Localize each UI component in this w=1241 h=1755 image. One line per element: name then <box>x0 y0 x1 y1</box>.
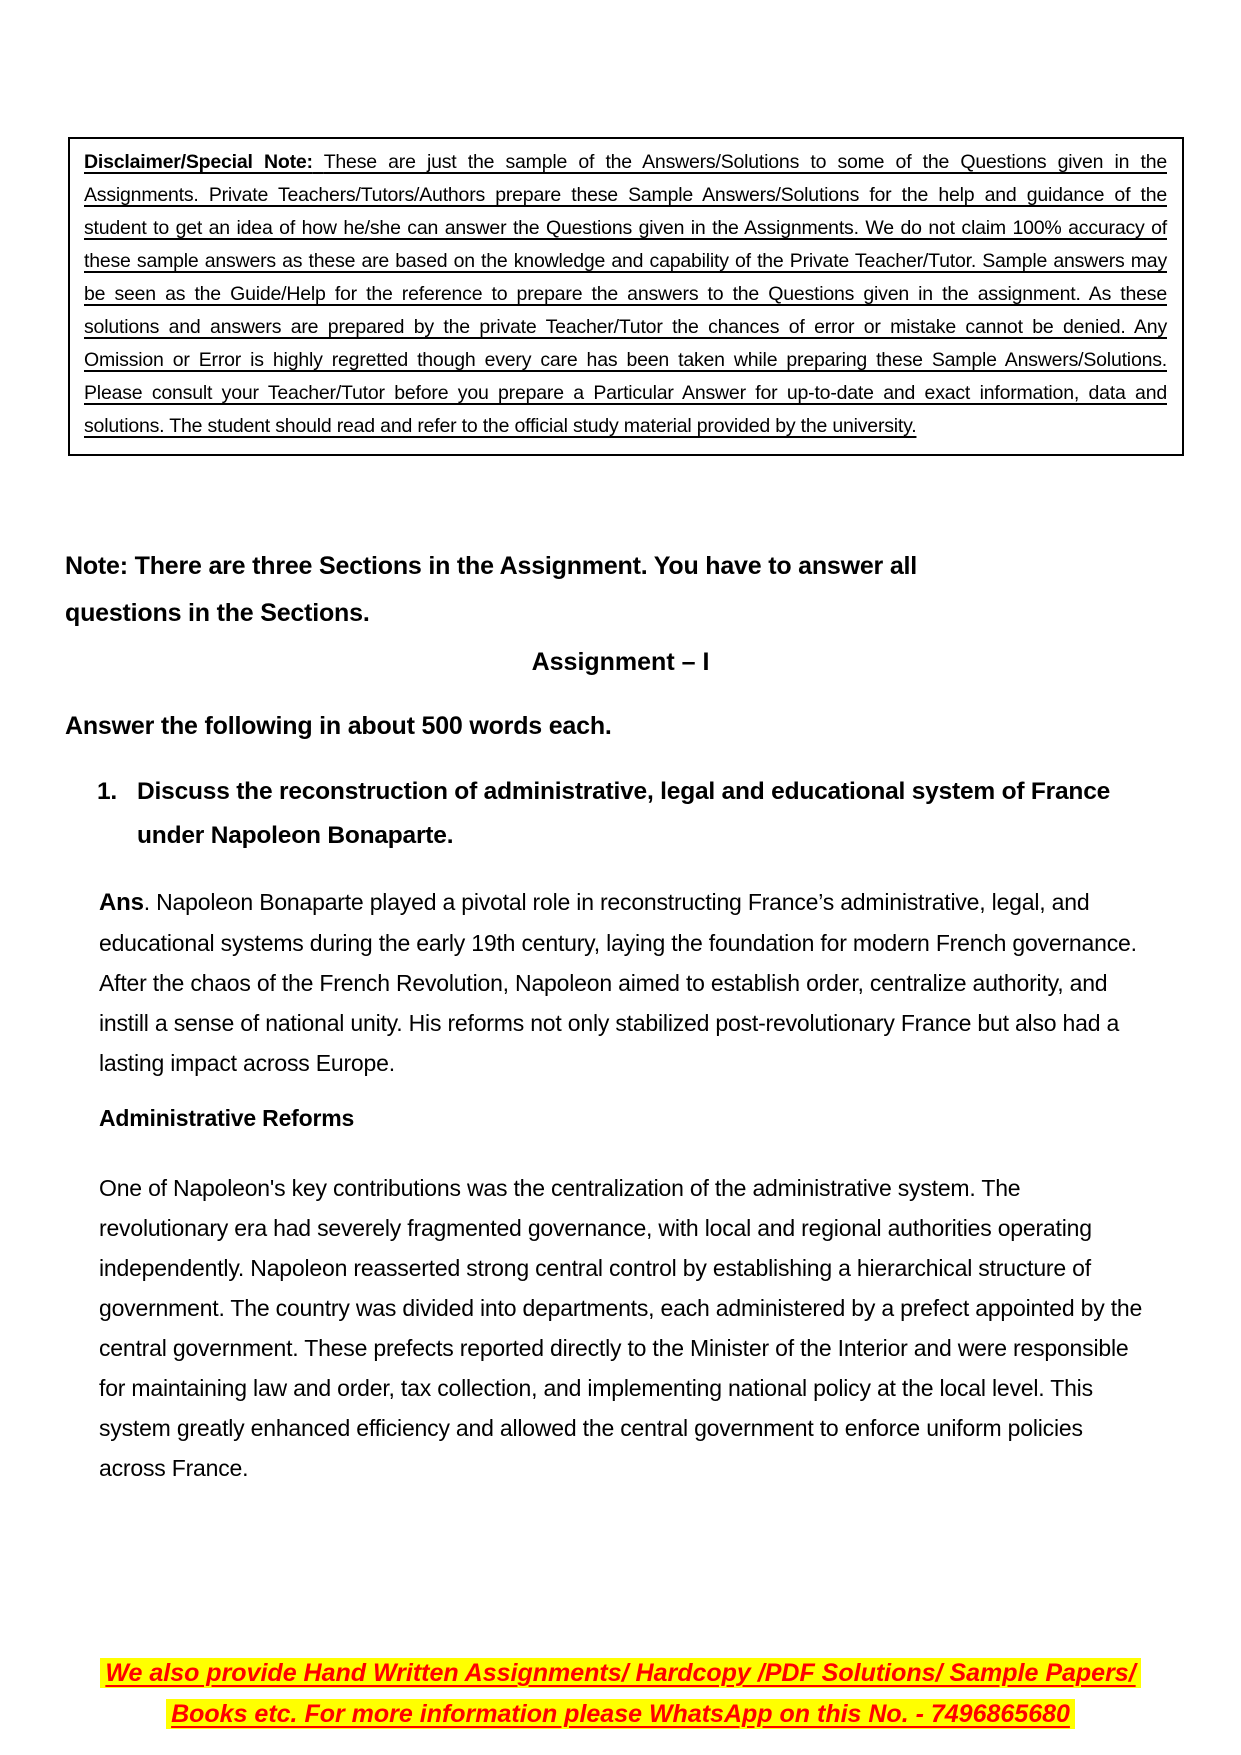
promo-footer-highlight-2: Books etc. For more information please WhatsApp on this No. - 7496865680 <box>166 1699 1075 1729</box>
assignment-heading: Assignment – I <box>531 648 710 676</box>
disclaimer-label: Disclaimer/Special Note: <box>84 151 313 173</box>
section-heading-administrative-reforms: Administrative Reforms <box>99 1105 355 1131</box>
promo-footer <box>0 1653 1241 1735</box>
disclaimer-body: These are just the sample of the Answers/Solutions to some of the Questions given in the Assignments. Private Teachers/Tutors/Authors prepare these Sample Answers/Solutions for the help and guidance of the student to get an idea of how he/she can answer the Questions given in the Assignments. We do not claim 100% accuracy of these sample answers as these are based on the knowledge and capability of the Private Teacher/Tutor. Sample answers may be seen as the Guide/Help for the reference to prepare the answers to the Questions given in the assignment. As these solutions and answers are prepared by the private Teacher/Tutor the chances of error or mistake cannot be denied. Any Omission or Error is highly regretted though every care has been taken while preparing these Sample Answers/Solutions. Please consult your Teacher/Tutor before you prepare a Particular Answer for up-to-date and exact information, data and solutions. The student should read and refer to the official study material provided by the university. <box>84 151 1167 437</box>
answer-intro-paragraph <box>99 882 1145 1083</box>
promo-footer-highlight-1: We also provide Hand Written Assignments/ Hardcopy /PDF Solutions/ Sample Papers/ <box>100 1658 1140 1688</box>
question-number: 1. <box>97 778 118 805</box>
answer-paragraph-administrative-reforms: One of Napoleon's key contributions was the centralization of the administrative system. The revolutionary era had severely fragmented governance, with local and regional authorities operating independently. Napoleon reasserted strong central control by establishing a hierarchical structure of government. The country was divided into departments, each administered by a prefect appointed by the central government. These prefects reported directly to the Minister of the Interior and were responsible for maintaining law and order, tax collection, and implementing national policy at the local level. This system greatly enhanced efficiency and allowed the central government to enforce uniform policies across France. <box>99 1175 1143 1481</box>
disclaimer-box <box>68 137 1184 456</box>
answer-intro-text: . Napoleon Bonaparte played a pivotal role in reconstructing France’s administrative, legal, and educational systems during the early 19th century, laying the foundation for modern French governance. After the chaos of the French Revolution, Napoleon aimed to establish order, centralize authority, and instill a sense of national unity. His reforms not only stabilized post-revolutionary France but also had a lasting impact across Europe. <box>99 889 1137 1076</box>
question-1 <box>97 770 1152 858</box>
note-heading: Note: There are three Sections in the Assignment. You have to answer all questions in the Sections. <box>65 552 918 627</box>
disclaimer-text <box>84 146 1167 443</box>
promo-footer-line-1 <box>0 1653 1241 1694</box>
answer-label: Ans <box>99 889 144 916</box>
instruction-heading: Answer the following in about 500 words each. <box>65 712 612 740</box>
promo-footer-line-2 <box>0 1694 1241 1735</box>
question-text: Discuss the reconstruction of administrative, legal and educational system of France under Napoleon Bonaparte. <box>137 778 1111 849</box>
